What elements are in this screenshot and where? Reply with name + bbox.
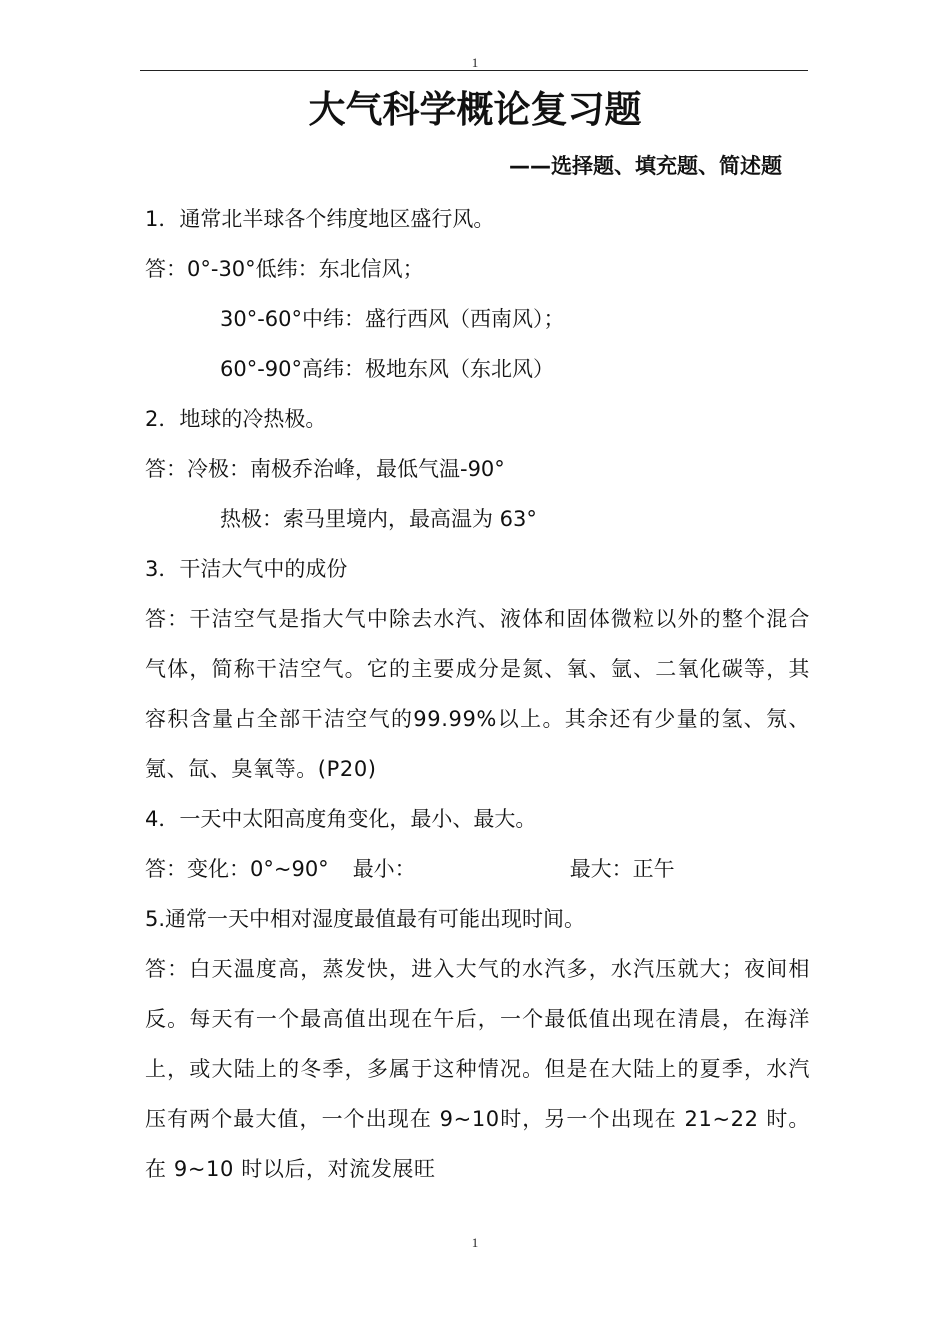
- question-2: 2．地球的冷热极。: [145, 407, 327, 431]
- answer-4-min: 最小：: [352, 857, 416, 881]
- answer-4-max: 最大：正午: [569, 857, 675, 881]
- document-body: [145, 194, 810, 1194]
- document-title: 大气科学概论复习题: [308, 88, 642, 131]
- answer-2-line-1: 答：冷极：南极乔治峰，最低气温-90°: [145, 457, 505, 481]
- page-number-top: 1: [471, 55, 479, 70]
- question-5: 5.通常一天中相对湿度最值最有可能出现时间。: [145, 907, 586, 931]
- header-rule: [140, 70, 808, 71]
- answer-5: 答：白天温度高，蒸发快，进入大气的水汽多，水汽压就大；夜间相反。每天有一个最高值出现在午后，一个最低值出现在清晨，在海洋上，或大陆上的冬季，多属于这种情况。但是在大陆上的夏季，水汽压有两个最大值，一个出现在 9~10时，另一个出现在 21~22 时。在 9~10 时以后，对流发展旺: [145, 957, 810, 1181]
- answer-4-change: 答：变化：0°~90°: [145, 857, 329, 881]
- answer-1-line-3: 60°-90°高纬：极地东风（东北风）: [220, 357, 555, 381]
- page-number-bottom: 1: [471, 1235, 479, 1250]
- document-subtitle: ——选择题、填充题、简述题: [509, 154, 782, 178]
- answer-1-line-2: 30°-60°中纬：盛行西风（西南风）；: [220, 307, 565, 331]
- question-4: 4．一天中太阳高度角变化，最小、最大。: [145, 807, 537, 831]
- answer-4: [145, 844, 810, 894]
- answer-1-line-1: 答：0°-30°低纬：东北信风；: [145, 257, 424, 281]
- answer-2-line-2: 热极：索马里境内，最高温为 63°: [220, 507, 537, 531]
- question-1: 1．通常北半球各个纬度地区盛行风。: [145, 207, 495, 231]
- answer-3: 答：干洁空气是指大气中除去水汽、液体和固体微粒以外的整个混合气体，简称干洁空气。它的主要成分是氮、氧、氩、二氧化碳等，其容积含量占全部干洁空气的99.99%以上。其余还有少量的氢、氖、氪、氙、臭氧等。(P20): [145, 607, 810, 781]
- question-3: 3．干洁大气中的成份: [145, 557, 348, 581]
